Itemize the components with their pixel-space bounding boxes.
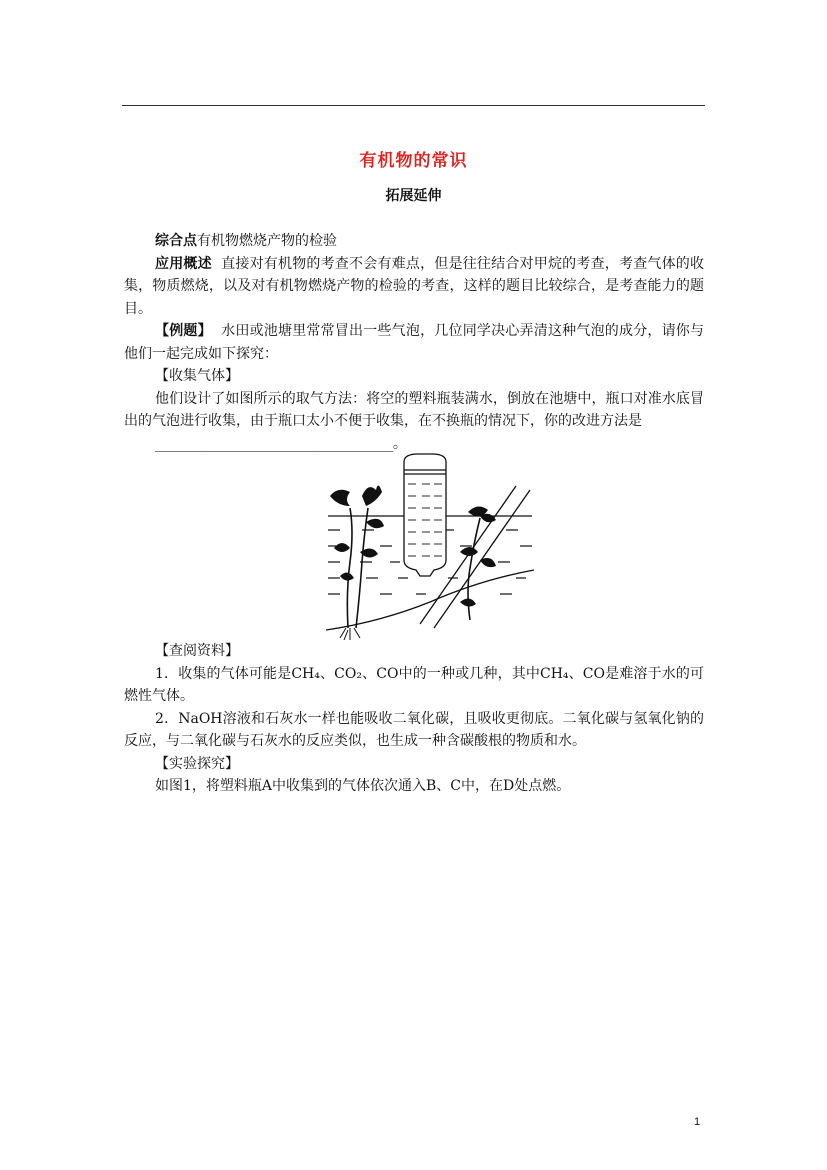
page-title: 有机物的常识 (359, 151, 468, 171)
point-label: 综合点 (155, 233, 197, 249)
reference-section (124, 640, 704, 798)
experiment-text: 如图1，将塑料瓶A中收集到的气体依次通入B、C中，在D处点燃。 (155, 778, 571, 794)
header-rule (122, 105, 705, 106)
reference-item-2: 2．NaOH溶液和石灰水一样也能吸收二氧化碳，且吸收更彻底。二氧化碳与氢氧化钠的反应，与二氧化碳与石灰水的反应类似，也生成一种含碳酸根的物质和水。 (124, 710, 704, 749)
overview-label: 应用概述 (155, 255, 212, 272)
page-number: 1 (694, 1116, 701, 1128)
reference-heading: 【查阅资料】 (155, 643, 239, 659)
answer-blank: ______________________________ (155, 435, 393, 452)
page-subtitle: 拓展延伸 (385, 188, 442, 204)
overview-text: 直接对有机物的考查不会有难点，但是往往结合对甲烷的考查，考查气体的收集，物质燃烧，以及对有机物燃烧产物的检验的考查，这样的题目比较综合，是考查能力的题目。 (124, 255, 705, 317)
overview-paragraph (124, 253, 704, 321)
collect-paragraph (124, 388, 704, 456)
main-content (124, 230, 704, 455)
example-label: 【例题】 (155, 323, 212, 339)
collect-end: 。 (392, 435, 407, 452)
pond-bottle-figure (320, 452, 540, 642)
example-paragraph (124, 320, 704, 365)
point-line (124, 230, 704, 253)
reference-item-1: 1．收集的气体可能是CH₄、CO₂、CO中的一种或几种，其中CH₄、CO是难溶于水的可燃性气体。 (124, 665, 704, 704)
collect-heading: 【收集气体】 (155, 368, 239, 384)
collect-text: 他们设计了如图所示的取气方法：将空的塑料瓶装满水，倒放在池塘中，瓶口对准水底冒出的气泡进行收集，由于瓶口太小不便于收集，在不换瓶的情况下，你的改进方法是 (124, 390, 704, 429)
experiment-heading: 【实验探究】 (155, 755, 239, 772)
example-text: 水田或池塘里常常冒出一些气泡，几位同学决心弄清这种气泡的成分，请你与他们一起完成如下探究： (124, 323, 705, 362)
point-text: 有机物燃烧产物的检验 (197, 233, 337, 249)
